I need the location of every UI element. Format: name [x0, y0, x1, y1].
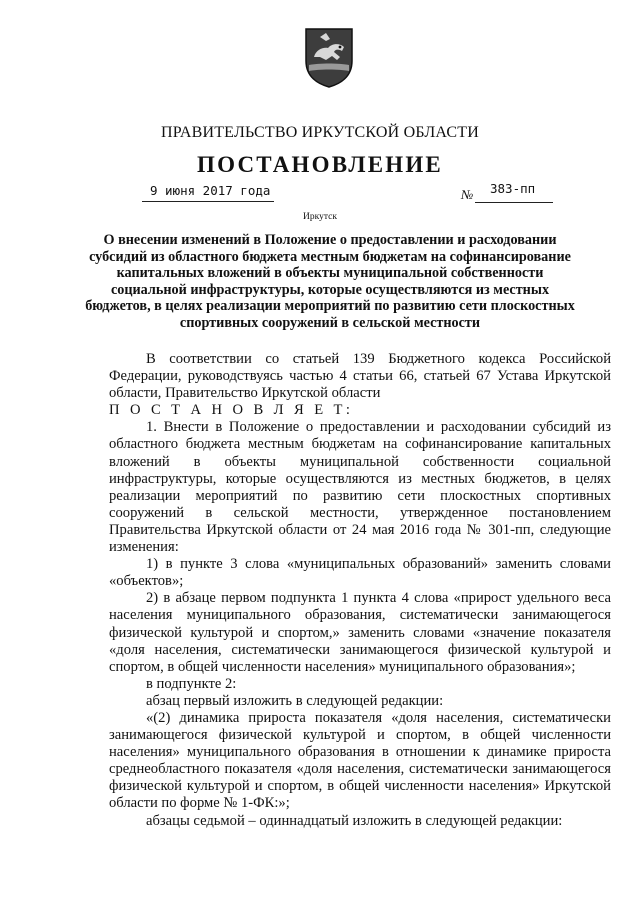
document-title: О внесении изменений в Положение о предоставлении и расходовании субсидий из областного бюджета местным бюджетам на софинансирование капитальных вложений в объекты муниципальной собственности социальной инфраструктуры, которые осуществляются из местных бюджетов, в целях реализации мероприятий по развитию сети плоскостных спортивных сооружений в сельской местности — [85, 232, 575, 331]
government-name: ПРАВИТЕЛЬСТВО ИРКУТСКОЙ ОБЛАСТИ — [161, 124, 479, 141]
paragraph-5: абзац первый изложить в следующей редакции: — [146, 692, 444, 709]
coat-of-arms-icon — [304, 27, 354, 89]
number-underline — [475, 202, 553, 203]
paragraph-7: абзацы седьмой – одиннадцатый изложить в следующей редакции: — [146, 812, 563, 829]
number-label: № — [461, 187, 474, 202]
paragraph-6: «(2) динамика прироста показателя «доля населения, систематически занимающегося физической культурой и спортом, в общей численности населения» муниципального образования в отношении к динамике прироста среднеобластного показателя «доля населения, систематически занимающегося физической культурой и спортом, в общей численности населения» Иркутской области по форме № 1-ФК:»; — [109, 709, 611, 812]
document-number: 383-пп — [490, 181, 536, 196]
document-body — [109, 351, 611, 830]
paragraph-1: 1. Внести в Положение о предоставлении и расходовании субсидий из областного бюджета местным бюджетам на софинансирование капитальных вложений в объекты муниципальной собственности социальной инфраструктуры, которые осуществляются из местных бюджетов, в целях реализации мероприятий по развитию сети плоскостных спортивных сооружений в сельской местности, утвержденное постановлением Правительства Иркутской области от 24 мая 2016 года № 301-пп, следующие изменения: — [109, 419, 611, 556]
paragraph-2: 1) в пункте 3 слова «муниципальных образований» заменить словами «объектов»; — [109, 556, 611, 590]
paragraph-3: 2) в абзаце первом подпункта 1 пункта 4 слова «прирост удельного веса населения муниципального образования, систематически занимающегося физической культурой и спортом,» заменить словами «значение показателя «доля населения, систематически занимающегося физической культурой и спортом, в общей численности населения» муниципального образования»; — [109, 590, 611, 675]
document-type: ПОСТАНОВЛЕНИЕ — [197, 152, 443, 177]
city: Иркутск — [303, 212, 337, 222]
preamble-paragraph: В соответствии со статьей 139 Бюджетного кодекса Российской Федерации, руководствуясь частью 4 статьи 66, статьей 67 Устава Иркутской области, Правительство Иркутской области — [109, 351, 611, 402]
resolves-heading: П О С Т А Н О В Л Я Е Т: — [109, 402, 354, 419]
document-date: 9 июня 2017 года — [150, 183, 271, 198]
paragraph-4: в подпункте 2: — [146, 675, 237, 692]
date-underline — [142, 201, 274, 202]
